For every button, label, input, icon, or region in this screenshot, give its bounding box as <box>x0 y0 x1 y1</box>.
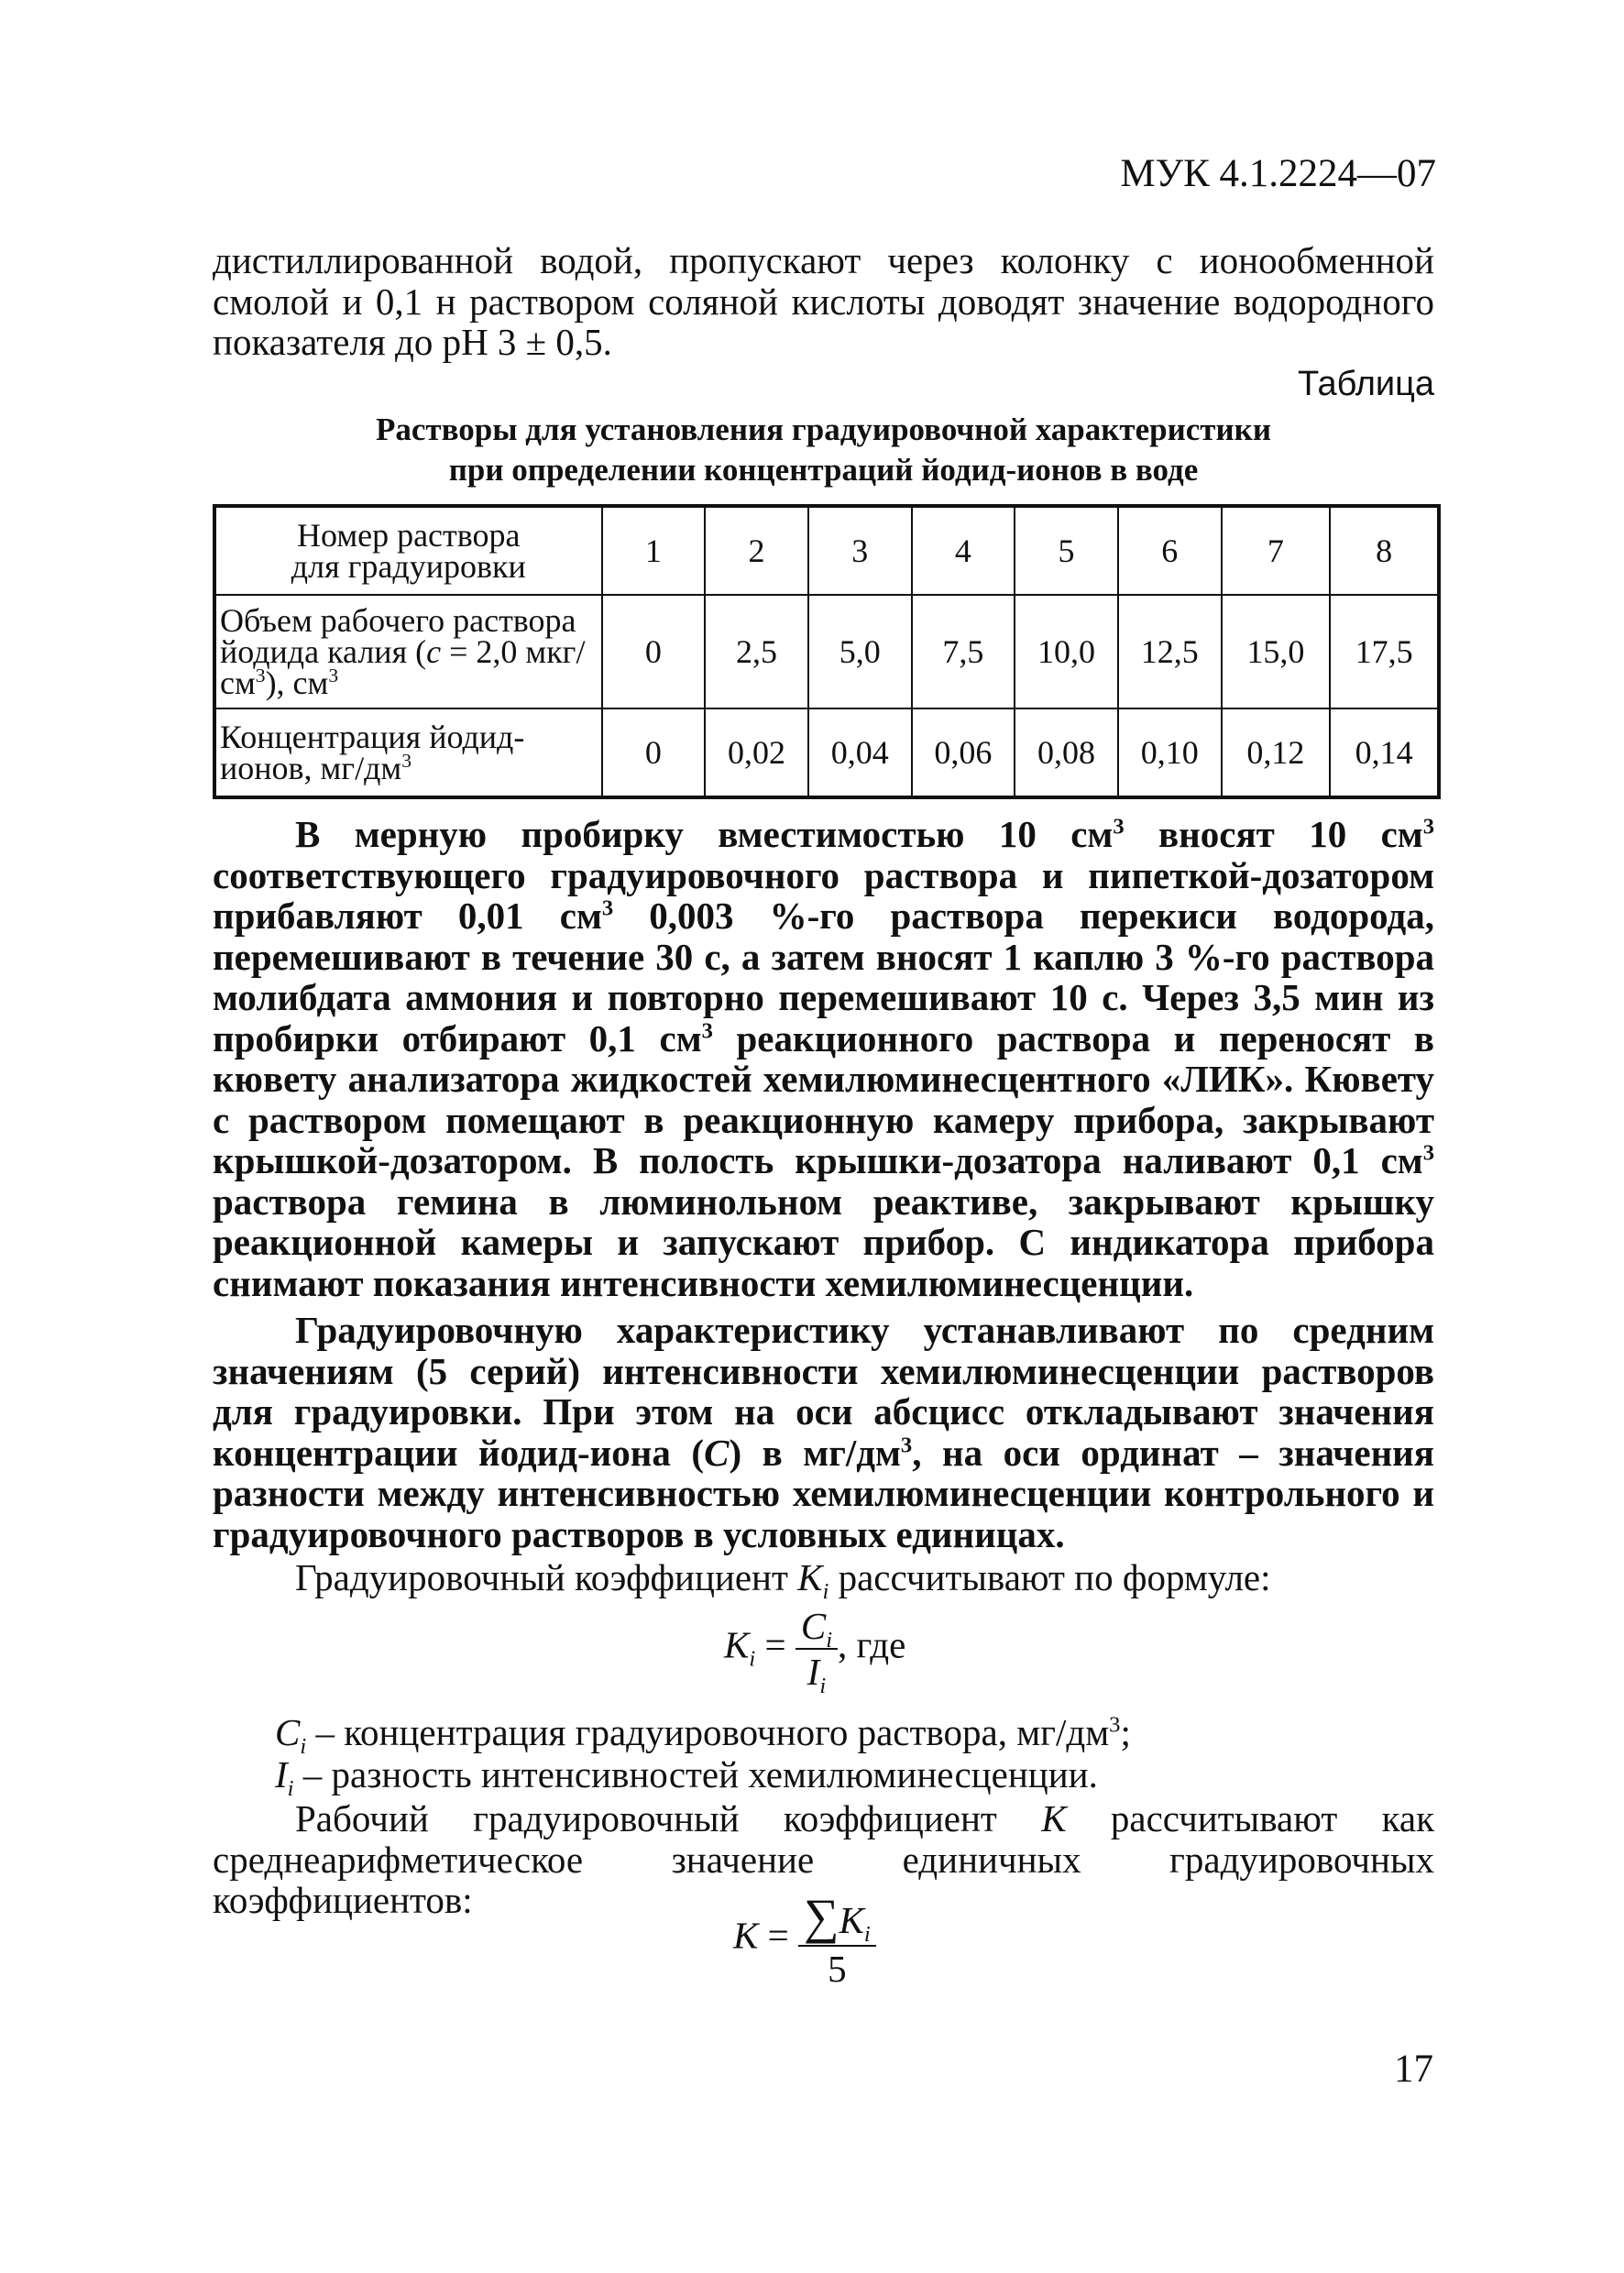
table-cell: 2 <box>705 506 808 595</box>
table-cell: 0,04 <box>808 708 912 797</box>
table-cell: 17,5 <box>1330 595 1439 708</box>
table-cell: 2,5 <box>705 595 808 708</box>
table-cell: 0,06 <box>912 708 1015 797</box>
table-cell: 15,0 <box>1222 595 1331 708</box>
table-cell: 5,0 <box>808 595 912 708</box>
table-cell: 6 <box>1118 506 1222 595</box>
table-cell: 0 <box>602 708 706 797</box>
coefficient-intro-paragraph: Градуировочный коэффициент $K_i$ рассчитывают по формуле: <box>295 1556 1271 1605</box>
table-cell: 12,5 <box>1118 595 1222 708</box>
table-title-line1: Растворы для установления градуировочной характеристики <box>376 412 1271 447</box>
intro-paragraph: дистиллированной водой, пропускают через колонку с ионообменной смолой и 0,1 н раствором соляной кислоты доводят значение водородного показателя до pH 3 ± 0,5. <box>213 239 1434 363</box>
table-row-concentration <box>214 708 1439 797</box>
table-cell: 0,02 <box>705 708 808 797</box>
table-cell: 0,12 <box>1222 708 1331 797</box>
table-title-line2: при определении концентраций йодид-ионов в воде <box>448 452 1199 488</box>
page-number: 17 <box>1394 2048 1433 2091</box>
formula-ki: $K_i$ = $\frac{C_i}{I_i}$ , где <box>724 1605 906 1699</box>
fraction: $\frac{C_i}{I_i}$ <box>796 1604 838 1694</box>
table-title <box>213 410 1434 490</box>
table-label: Таблица <box>1298 365 1434 403</box>
working-coefficient-paragraph: Рабочий градуировочный коэффициент K рассчитывают как среднеарифметическое значение единичных градуировочных коэффициентов: <box>213 1797 1434 1921</box>
table-cell: 3 <box>808 506 912 595</box>
table-cell: 7 <box>1222 506 1331 595</box>
row-head-volume: Объем рабочего раствора йодида калия (c = 2,0 мкг/$см^3$), $см^3$ <box>214 595 602 708</box>
definition-ci: $C_i$ – концентрация градуировочного раствора, $мг/дм^3$; <box>275 1711 1131 1760</box>
calibration-paragraph: Градуировочную характеристику устанавливают по средним значениям (5 серий) интенсивности хемилюминесценции растворов для градуировки. При этом на оси абсцисс откладывают значения концентрации йодид-иона (C) в $мг/дм^3$, на оси ординат – значения разности между интенсивностью хемилюминесценции контрольного и градуировочного растворов в условных единицах. <box>213 1309 1434 1555</box>
definition-ii: $I_i$ – разность интенсивностей хемилюминесценции. <box>275 1753 1098 1802</box>
calibration-solutions-table <box>213 504 1441 799</box>
document-code-header: МУК 4.1.2224—07 <box>1120 152 1436 195</box>
table-cell: 0,14 <box>1330 708 1439 797</box>
table-cell: 8 <box>1330 506 1439 595</box>
procedure-paragraph: В мерную пробирку вместимостью 10 $см^3$ вносят 10 $см^3$ соответствующего градуировочного раствора и пипеткой-дозатором прибавляют 0,01 $см^3$ 0,003 %-го раствора перекиси водорода, перемешивают в течение 30 с, а затем вносят 1 каплю 3 %-го раствора молибдата аммония и повторно перемешивают 10 с. Через 3,5 мин из пробирки отбирают 0,1 $см^3$ реакционного раствора и переносят в кювету анализатора жидкостей хемилюминесцентного «ЛИК». Кювету с раствором помещают в реакционную камеру прибора, закрывают крышкой-дозатором. В полость крышки-дозатора наливают 0,1 $см^3$ раствора гемина в люминольном реактиве, закрывают крышку реакционной камеры и запускают прибор. С индикатора прибора снимают показания интенсивности хемилюминесценции. <box>213 813 1434 1304</box>
table-row-volume <box>214 595 1439 708</box>
table-row-solution-number <box>214 506 1439 595</box>
row-head-concentration: Концентрация йодид-ионов, $мг/дм^3$ <box>214 708 602 797</box>
table-cell: 0,10 <box>1118 708 1222 797</box>
table-cell: 5 <box>1015 506 1118 595</box>
table-cell: 7,5 <box>912 595 1015 708</box>
fraction: $\frac{\sum K_i}{5}$ <box>798 1888 876 1991</box>
row-head-solution-number: Номер раствора для градуировки <box>214 506 602 595</box>
table-cell: 1 <box>602 506 706 595</box>
formula-k: K = $\frac{\sum K_i}{5}$ <box>733 1888 876 1991</box>
table-cell: 4 <box>912 506 1015 595</box>
table-cell: 0 <box>602 595 706 708</box>
table-cell: 0,08 <box>1015 708 1118 797</box>
table-cell: 10,0 <box>1015 595 1118 708</box>
